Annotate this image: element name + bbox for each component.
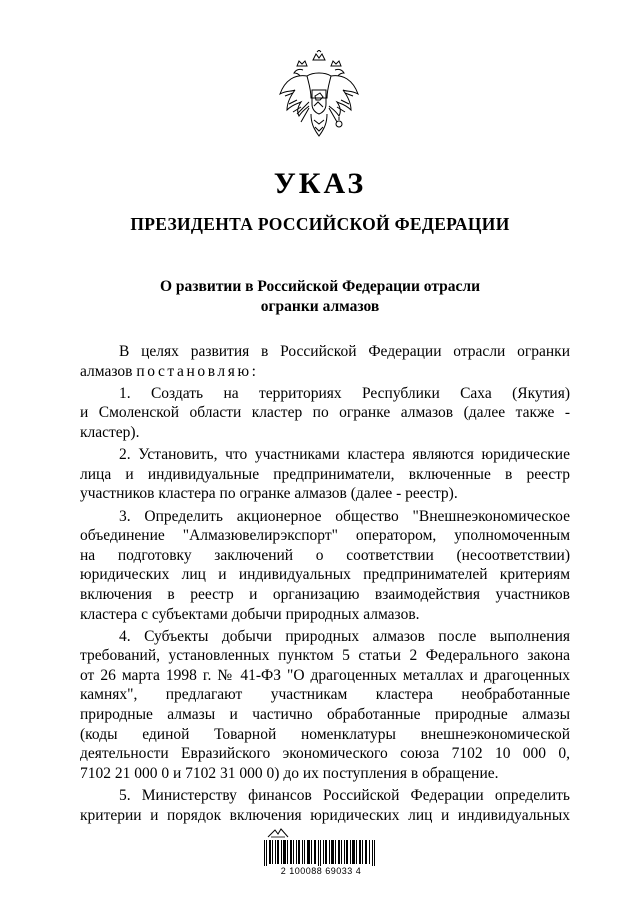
text-line bbox=[80, 362, 570, 382]
text-line: (коды единой Товарной номенклатуры внешнеэкономической bbox=[80, 725, 570, 743]
text-line: 5. Министерству финансов Российской Федерации определить bbox=[119, 787, 570, 805]
barcode-icon bbox=[264, 840, 376, 866]
paragraph-4 bbox=[80, 627, 570, 784]
text-line: природные алмазы и частично обработанные природные алмазы bbox=[80, 706, 570, 724]
text-line: юридических лиц и индивидуальных предпринимателей критериям bbox=[80, 566, 570, 584]
coat-of-arms-icon bbox=[277, 50, 361, 142]
text-line: 4. Субъекты добычи природных алмазов после выполнения bbox=[119, 627, 570, 645]
decree-heading-line: огранки алмазов bbox=[260, 298, 380, 315]
text-line: деятельности Евразийского экономического союза 7102 10 000 0, bbox=[80, 745, 570, 763]
text-fragment: алмазов bbox=[80, 362, 137, 380]
text-line: кластер). bbox=[80, 423, 140, 441]
decree-heading bbox=[0, 277, 640, 317]
text-line: 2. Установить, что участниками кластера являются юридические bbox=[119, 446, 570, 464]
paragraph-5 bbox=[80, 786, 570, 825]
text-line: и Смоленской области кластер по огранке алмазов (далее также - bbox=[80, 404, 570, 422]
text-line: 7102 21 000 0 и 7102 31 000 0) до их поступления в обращение. bbox=[80, 764, 499, 782]
text-line: участников кластера по огранке алмазов (далее - реестр). bbox=[80, 485, 458, 503]
text-line: требований, установленных пунктом 5 статьи 2 Федерального закона bbox=[80, 647, 570, 665]
text-line: кластера с субъектами добычи природных алмазов. bbox=[80, 605, 420, 623]
text-line: от 26 марта 1998 г. № 41-ФЗ "О драгоценных металлах и драгоценных bbox=[80, 666, 570, 684]
text-line: камнях", предлагают участникам кластера необработанные bbox=[80, 686, 570, 704]
small-logo-icon bbox=[267, 828, 289, 838]
decree-heading-line: О развитии в Российской Федерации отрасли bbox=[159, 278, 480, 295]
intro-paragraph bbox=[80, 342, 570, 381]
paragraph-1 bbox=[80, 384, 570, 443]
paragraph-3 bbox=[80, 507, 570, 625]
text-line: включения в реестр и организацию взаимодействия участников bbox=[80, 585, 570, 603]
text-line: В целях развития в Российской Федерации отрасли огранки bbox=[119, 343, 570, 360]
decree-body bbox=[80, 342, 570, 828]
text-line: объединение "Алмазювелирэкспорт" оператором, уполномоченным bbox=[80, 527, 570, 545]
barcode-number: 2 100088 69033 4 bbox=[280, 866, 362, 876]
text-line: на подготовку заключений о соответствии (несоответствии) bbox=[80, 546, 570, 564]
document-subtitle: ПРЕЗИДЕНТА РОССИЙСКОЙ ФЕДЕРАЦИИ bbox=[130, 214, 510, 234]
text-line: 3. Определить акционерное общество "Внешнеэкономическое bbox=[119, 507, 570, 525]
spaced-text: постановляю: bbox=[136, 362, 259, 380]
document-title: УКАЗ bbox=[273, 167, 367, 200]
text-line: лица и индивидуальные предприниматели, включенные в реестр bbox=[80, 465, 570, 483]
paragraph-2 bbox=[80, 445, 570, 504]
text-line: 1. Создать на территориях Республики Саха (Якутия) bbox=[119, 384, 570, 402]
text-line: критерии и порядок включения юридических лиц и индивидуальных bbox=[80, 806, 570, 824]
document-barcode bbox=[258, 828, 384, 880]
